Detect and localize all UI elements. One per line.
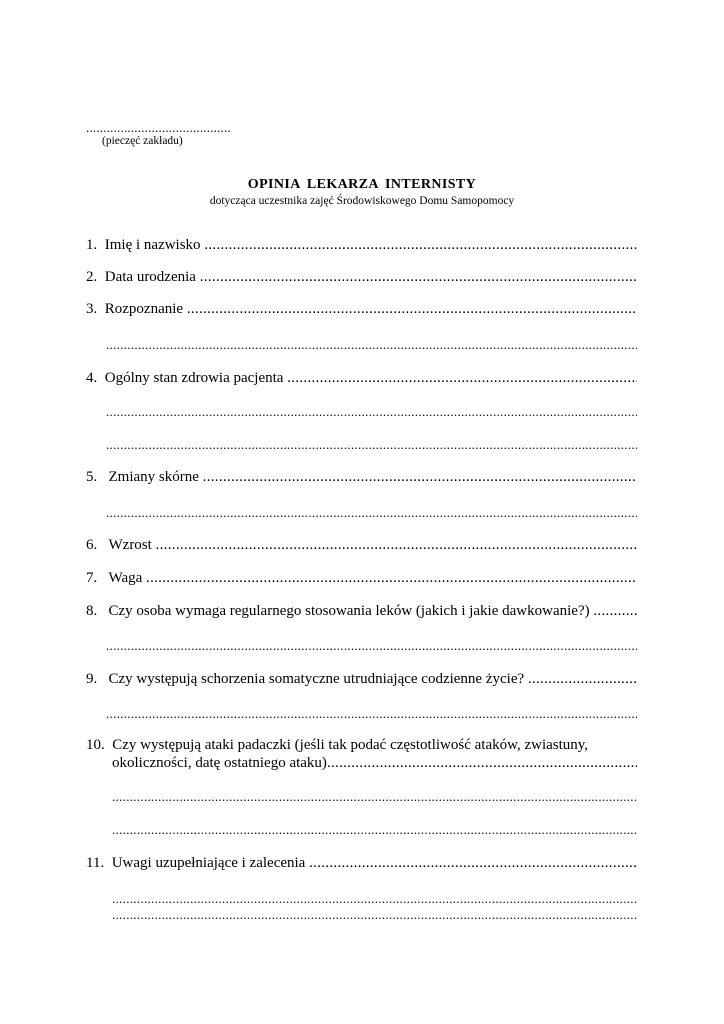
fill-line[interactable]	[309, 855, 637, 872]
field-label: Uwagi uzupełniające i zalecenia	[111, 855, 310, 871]
fill-line[interactable]	[146, 570, 637, 587]
fill-line[interactable]	[200, 269, 637, 286]
field-number: 6.	[86, 537, 109, 553]
field-label: Zmiany skórne	[108, 469, 203, 485]
document-subtitle: dotycząca uczestnika zajęć Środowiskowego Domu Samopomocy	[209, 195, 515, 207]
fill-line[interactable]	[528, 671, 637, 688]
document-title: OPINIA LEKARZA INTERNISTY	[247, 177, 477, 192]
field-label-continued: okoliczności, datę ostatniego ataku)	[112, 755, 327, 771]
continuation-line[interactable]	[106, 337, 637, 353]
fill-line[interactable]	[593, 603, 637, 620]
fill-line[interactable]	[287, 370, 637, 387]
stamp-label: (pieczęć zakładu)	[102, 135, 183, 147]
fill-line[interactable]	[327, 755, 637, 772]
field-skin-changes	[86, 469, 637, 489]
field-number: 5.	[86, 469, 109, 485]
fill-line[interactable]	[156, 537, 637, 554]
field-birth-date	[86, 269, 637, 289]
field-diagnosis	[86, 301, 637, 321]
field-general-health	[86, 370, 637, 390]
field-number: 2.	[86, 269, 105, 285]
continuation-line[interactable]	[112, 891, 637, 907]
field-number: 1.	[86, 237, 105, 253]
continuation-line[interactable]	[106, 706, 637, 722]
field-number: 7.	[86, 570, 109, 586]
continuation-line[interactable]	[106, 437, 637, 453]
field-number: 4.	[86, 370, 105, 386]
field-label: Imię i nazwisko	[104, 237, 205, 253]
field-label: Czy występują schorzenia somatyczne utrudniające codzienne życie?	[108, 671, 528, 687]
field-height	[86, 537, 637, 557]
field-label: Rozpoznanie	[104, 301, 187, 317]
field-epilepsy-line2	[112, 755, 637, 775]
field-label: Czy występują ataki padaczki (jeśli tak podać częstotliwość ataków, zwiastuny,	[112, 737, 589, 753]
field-number: 3.	[86, 301, 105, 317]
field-epilepsy	[86, 737, 637, 757]
field-somatic-diseases	[86, 671, 637, 691]
field-name	[86, 237, 637, 257]
continuation-line[interactable]	[106, 404, 637, 420]
continuation-line[interactable]	[112, 789, 637, 805]
field-remarks	[86, 855, 637, 875]
field-number: 11.	[86, 855, 112, 871]
fill-line[interactable]	[204, 237, 637, 254]
field-label: Waga	[108, 570, 147, 586]
stamp-placeholder-line: ..........................................	[86, 120, 231, 135]
continuation-line[interactable]	[106, 505, 637, 521]
field-label: Wzrost	[108, 537, 156, 553]
field-weight	[86, 570, 637, 590]
continuation-line[interactable]	[106, 638, 637, 654]
fill-line[interactable]	[203, 469, 637, 486]
field-medication	[86, 603, 637, 623]
field-label: Czy osoba wymaga regularnego stosowania leków (jakich i jakie dawkowanie?)	[108, 603, 594, 619]
fill-line[interactable]	[187, 301, 637, 318]
field-number: 8.	[86, 603, 109, 619]
field-number: 10.	[86, 737, 113, 753]
continuation-line[interactable]	[112, 822, 637, 838]
field-number: 9.	[86, 671, 109, 687]
field-label: Ogólny stan zdrowia pacjenta	[104, 370, 288, 386]
continuation-line[interactable]	[112, 907, 637, 923]
field-label: Data urodzenia	[104, 269, 200, 285]
